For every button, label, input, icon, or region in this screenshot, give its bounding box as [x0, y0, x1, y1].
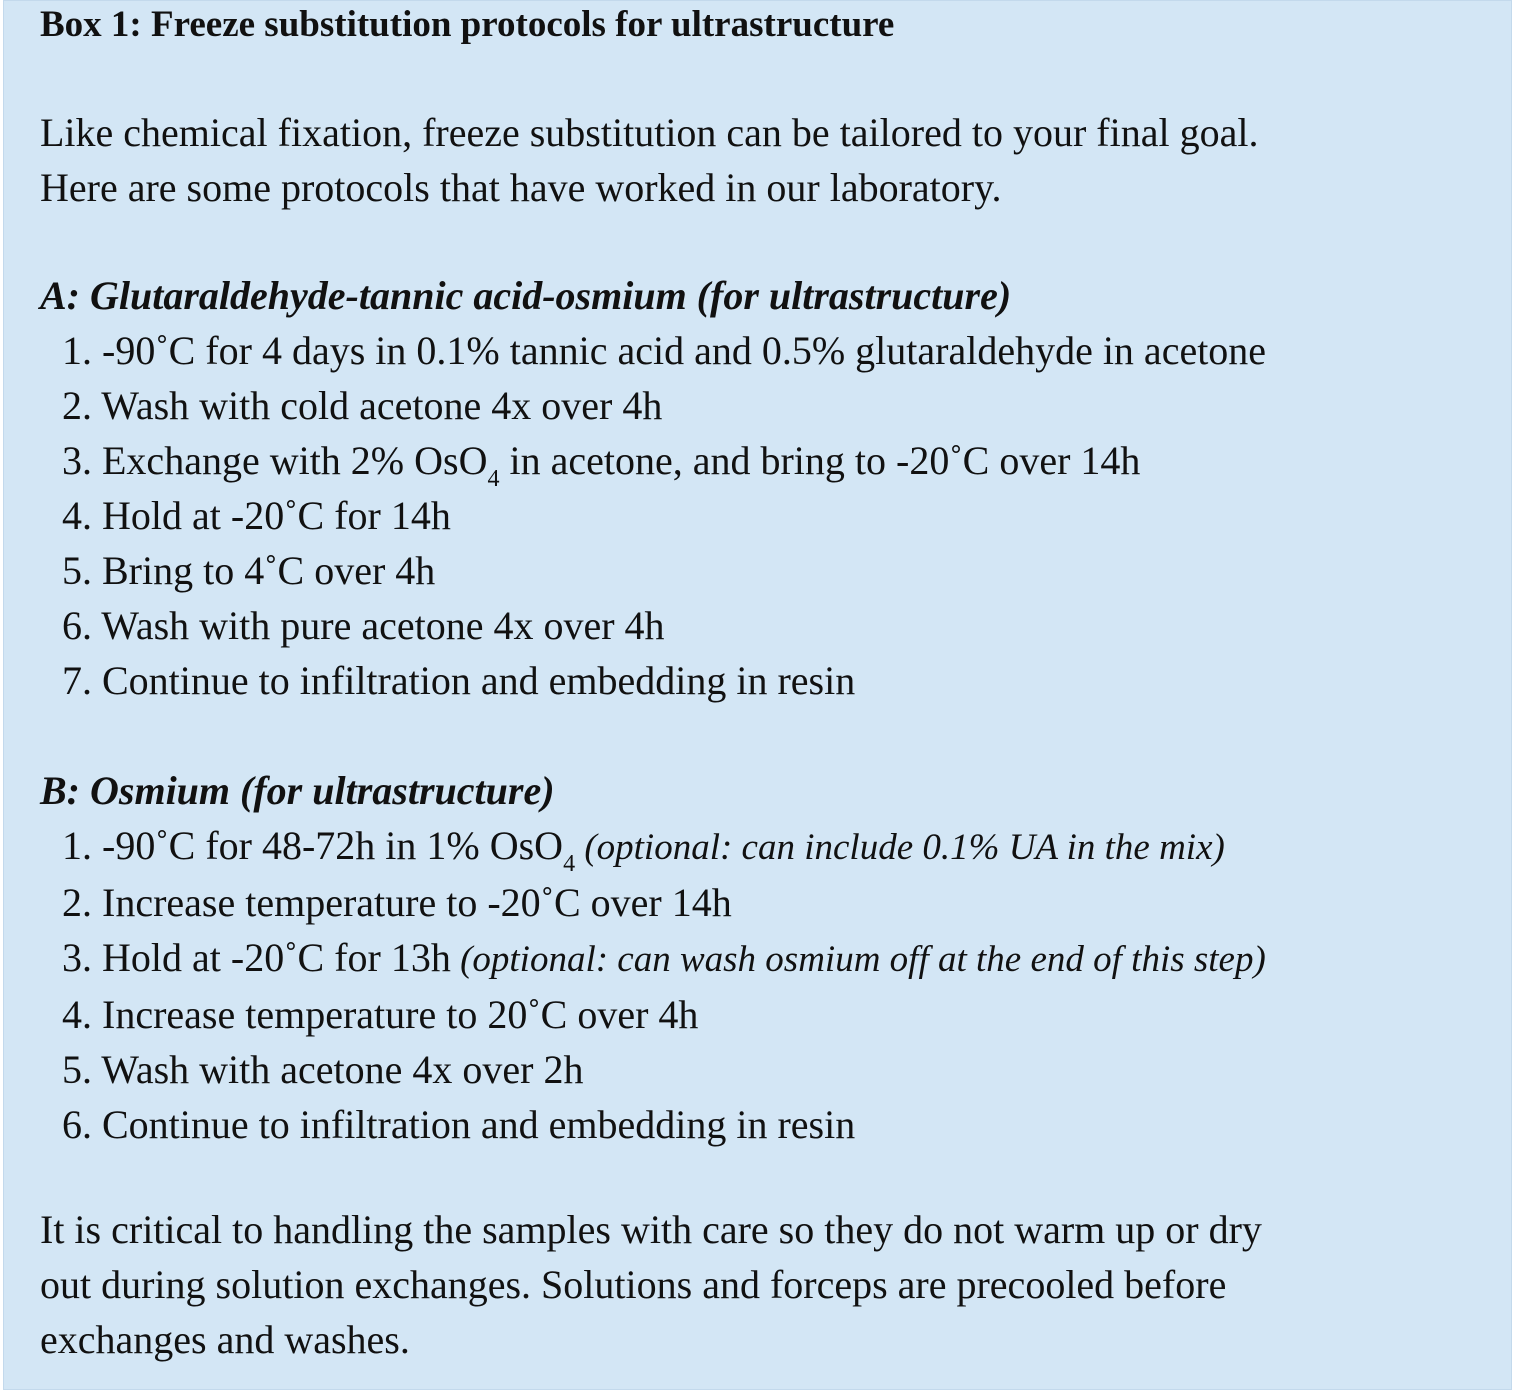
step-item: 2. Wash with cold acetone 4x over 4h — [62, 383, 663, 428]
closing-paragraph — [40, 1202, 1262, 1367]
closing-line: exchanges and washes. — [40, 1317, 410, 1362]
step-item: 1. -90˚C for 4 days in 0.1% tannic acid and 0.5% glutaraldehyde in acetone — [62, 328, 1267, 373]
intro-line: Like chemical fixation, freeze substitution can be tailored to your final goal. — [40, 110, 1259, 155]
step-item: 4. Hold at -20˚C for 14h — [62, 493, 451, 538]
step-item: 5. Bring to 4˚C over 4h — [62, 548, 436, 593]
section-a-steps — [62, 323, 1266, 708]
step-item: 3. Hold at -20˚C for 13h (optional: can wash osmium off at the end of this step) — [62, 935, 1266, 980]
section-a-title: A: Glutaraldehyde-tannic acid-osmium (for ultrastructure) — [40, 273, 1012, 318]
section-b-steps — [62, 818, 1266, 1152]
step-item: 7. Continue to infiltration and embedding in resin — [62, 658, 856, 703]
box-title: Box 1: Freeze substitution protocols for ultrastructure — [40, 4, 895, 45]
step-item: 1. -90˚C for 48-72h in 1% OsO$_4$ (optional: can include 0.1% UA in the mix) — [62, 823, 1225, 877]
step-item: 3. Exchange with 2% OsO$_4$ in acetone, and bring to -20˚C over 14h — [62, 438, 1141, 492]
step-item: 6. Continue to infiltration and embedding in resin — [62, 1102, 856, 1147]
step-item: 6. Wash with pure acetone 4x over 4h — [62, 603, 665, 648]
step-item: 2. Increase temperature to -20˚C over 14h — [62, 880, 732, 925]
section-b-title: B: Osmium (for ultrastructure) — [40, 768, 555, 813]
info-box — [3, 0, 1512, 1390]
step-item: 4. Increase temperature to 20˚C over 4h — [62, 992, 699, 1037]
closing-line: out during solution exchanges. Solutions and forceps are precooled before — [40, 1262, 1227, 1307]
closing-line: It is critical to handling the samples with care so they do not warm up or dry — [40, 1207, 1262, 1252]
intro-paragraph — [40, 105, 1258, 215]
intro-line: Here are some protocols that have worked in our laboratory. — [40, 165, 1002, 210]
step-item: 5. Wash with acetone 4x over 2h — [62, 1047, 584, 1092]
